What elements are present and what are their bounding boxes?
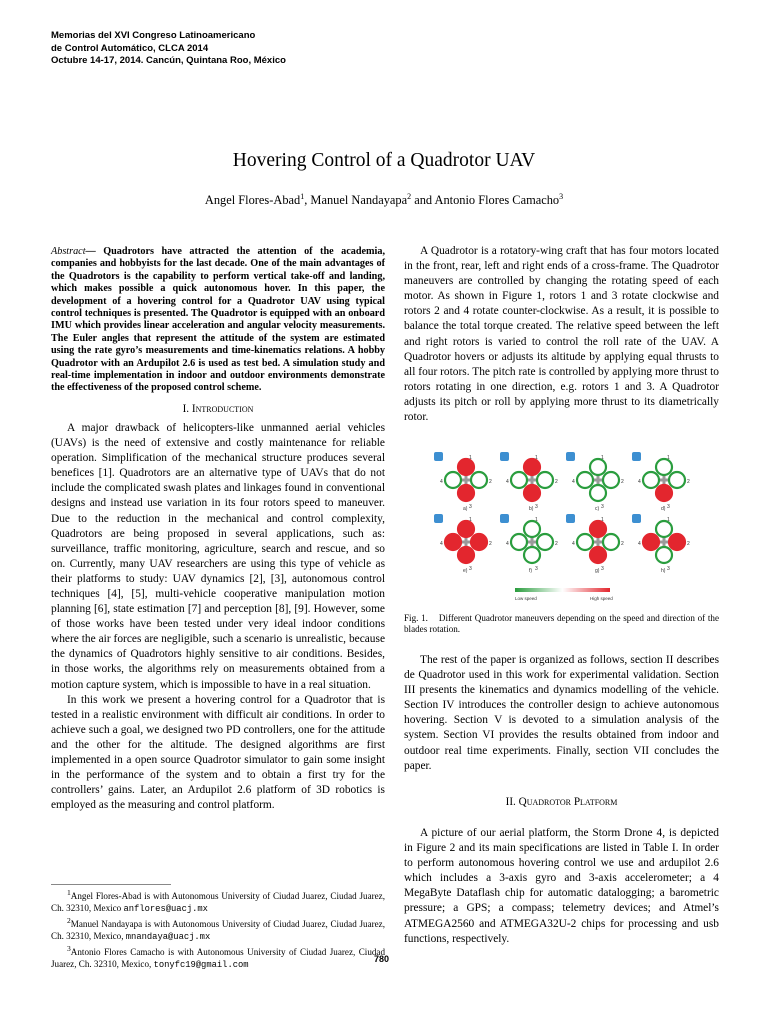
rotor-1: [458, 459, 474, 475]
rotor-number-label: 4: [638, 479, 641, 485]
rotor-number-label: 1: [535, 517, 538, 523]
author-1-affil: 1: [300, 192, 305, 201]
conference-header: [51, 30, 286, 68]
rotor-3: [524, 485, 540, 501]
abstract-text: — Quadrotors have attracted the attention of the academia, companies and hobbyists for the last decade. One of the main advantages of the Quadrotors is the capability to perform vertical take-off and landing, which makes possible a quick autonomous hover. In this paper, the development of a hovering control for a Quadrotor UAV using typical control techniques is presented. The Quadrotor is equipped with an onboard IMU which provides linear acceleration and angular velocity measurements. The Euler angles that represent the attitude of the system are estimated using the rate gyro’s measurements and time-kinematics relations. A hobby Quadrotor with an Ardupilot 2.6 is used as test bed. A simulation study and real-time implementation in indoor and outdoor environments demonstrate the effectiveness of the proposed control scheme.: [51, 246, 385, 394]
author-1: Angel Flores-Abad: [204, 193, 301, 208]
legend-high-speed: High speed: [590, 596, 613, 601]
footnote-2-text: Manuel Nandayapa is with Autonomous University of Ciudad Juarez, Ciudad Juarez, Ch. 32310, Mexico,: [51, 919, 385, 941]
footnote-1: [51, 887, 385, 915]
right-paragraph-1: A Quadrotor is a rotatory-wing craft that has four motors located in the front, rear, left and right ends of a cross-frame. The Quadrotor maneuvers are controlled by changing the rotating speed of each motor. As shown in Figure 1, rotors 1 and 3 rotate clockwise and rotors 2 and 4 rotate counter-clockwise. As a result, it is possible to balance the total torque created. The relative speed between the left and right rotors is varied to control the roll rate of the UAV. A Quadrotor hovers or adjusts its altitude by applying equal thrusts to all four rotors. The pitch rate is controlled by applying more thrust to rotors rotating in one direction, e.g. rotors 1 and 3. A Quadrotor adjusts its pitch or roll by applying more thrust to its diametrically rotor.: [404, 245, 719, 424]
rotor-number-label: 1: [601, 455, 604, 461]
rotor-1: [458, 521, 474, 537]
rotor-number-label: 3: [469, 566, 472, 572]
panel-label: e): [463, 568, 468, 574]
figure-1-caption: [404, 613, 719, 636]
maneuver-indicator-icon: [632, 452, 641, 461]
author-list: [0, 192, 768, 208]
author-3: Antonio Flores Camacho: [434, 193, 560, 208]
panel-label: d): [661, 506, 666, 512]
legend-low-speed: Low speed: [515, 596, 537, 601]
rotor-number-label: 4: [572, 479, 575, 485]
header-line-3: Octubre 14-17, 2014. Cancún, Quintana Roo, México: [51, 55, 286, 66]
rotor-2: [603, 472, 619, 488]
rotor-number-label: 4: [506, 479, 509, 485]
rotor-number-label: 3: [667, 566, 670, 572]
author-sep-1: ,: [304, 193, 311, 208]
section-1-title: Introduction: [191, 402, 254, 415]
rotor-number-label: 2: [687, 541, 690, 547]
author-2: Manuel Nandayapa: [310, 193, 408, 208]
abstract: [51, 246, 385, 395]
rotor-1: [656, 521, 672, 537]
footnote-3-email: tonyfc19@gmail.com: [153, 960, 249, 971]
rotor-2: [669, 472, 685, 488]
rotor-number-label: 3: [667, 504, 670, 510]
maneuver-indicator-icon: [566, 514, 575, 523]
rotor-number-label: 2: [489, 479, 492, 485]
rotor-number-label: 2: [555, 479, 558, 485]
rotor-3: [656, 547, 672, 563]
rotor-number-label: 1: [469, 455, 472, 461]
rotor-number-label: 1: [601, 517, 604, 523]
figure-1-caption-text: Different Quadrotor maneuvers depending on the speed and direction of the blades rotation.: [404, 613, 719, 635]
rotor-number-label: 4: [506, 541, 509, 547]
header-line-1: Memorias del XVI Congreso Latinoamericano: [51, 30, 256, 41]
rotor-number-label: 3: [469, 504, 472, 510]
maneuver-indicator-icon: [434, 452, 443, 461]
rotor-2: [471, 472, 487, 488]
rotor-4: [445, 472, 461, 488]
abstract-label: Abstract: [51, 246, 86, 257]
rotor-2: [669, 534, 685, 550]
footnote-3-mark: 3: [67, 944, 71, 954]
section-1-heading: [51, 402, 385, 417]
rotor-number-label: 4: [638, 541, 641, 547]
rotor-4: [511, 534, 527, 550]
header-line-2: de Control Automático, CLCA 2014: [51, 42, 209, 54]
paper-title: Hovering Control of a Quadrotor UAV: [232, 150, 536, 171]
rotor-number-label: 2: [621, 541, 624, 547]
panel-label: h): [661, 568, 666, 574]
panel-label: c): [595, 506, 600, 512]
rotor-number-label: 4: [440, 479, 443, 485]
panel-label: b): [529, 506, 534, 512]
page-number: 780: [374, 954, 390, 964]
rotor-4: [511, 472, 527, 488]
left-column: [51, 246, 385, 813]
panel-label: a): [463, 506, 468, 512]
rotor-number-label: 1: [535, 455, 538, 461]
rotor-4: [643, 534, 659, 550]
intro-paragraph-1: A major drawback of helicopters-like unmanned aerial vehicles (UAVs) is the need of extensive and costly maintenance for reliable operation. Simplification of the mechanical structure produces several benefices [1]. Quadrotors are an alternative type of UAVs that do not include the complicated swash plates and linkages found in conventional designs and instead use variation in its four rotors speed to maneuver. Due to the reduction in the mechanical and control complexity, Quadrotors are being proposed in several applications, such as: surveillance, traffic monitoring, agriculture, search and rescue, and so on. Currently, many UAV researchers are using this type of vehicle as their platforms to study: UAV dynamics [2], [3], autonomous control techniques [4], [5], multi-vehicle cooperative manipulation motion planning [6], state estimation [7] and perception [8], [9]. However, some of those works have been tested under very ideal indoor conditions where the air forces are negligible, such a scenario is unrealistic, because the dynamics of Quadrotors highly sensitive to air conditions. Besides, in those works, the algorithms rely on measurements obtained from a motion capture system, which is impossible to have in a real situation.: [51, 421, 385, 691]
rotor-number-label: 3: [535, 566, 538, 572]
maneuver-indicator-icon: [632, 514, 641, 523]
rotor-number-label: 4: [440, 541, 443, 547]
rotor-2: [537, 472, 553, 488]
rotor-4: [445, 534, 461, 550]
footnote-3: [51, 943, 385, 971]
footnote-rule: [51, 884, 171, 885]
rotor-3: [590, 485, 606, 501]
rotor-number-label: 3: [601, 504, 604, 510]
rotor-4: [577, 534, 593, 550]
rotor-number-label: 2: [555, 541, 558, 547]
rotor-3: [458, 547, 474, 563]
rotor-number-label: 2: [687, 479, 690, 485]
rotor-2: [603, 534, 619, 550]
rotor-2: [471, 534, 487, 550]
author-sep-2: and: [411, 193, 435, 208]
panel-label: g): [595, 568, 600, 574]
maneuver-indicator-icon: [434, 514, 443, 523]
rotor-4: [643, 472, 659, 488]
right-paragraph-2: The rest of the paper is organized as follows, section II describes de Quadrotor used in this work for experimental validation. Section III presents the kinematics and dynamics modelling of the vehicle. Section IV introduces the controller design to achieve autonomous hovering. Section V is devoted to a simulation analysis of the system. Section VI provides the results obtained from indoor and outdoor real time experiments. Finally, section VII concludes the paper.: [404, 654, 719, 772]
rotor-number-label: 2: [621, 479, 624, 485]
rotor-number-label: 2: [489, 541, 492, 547]
rotor-number-label: 4: [572, 541, 575, 547]
section-2-heading: [404, 796, 719, 808]
footnote-1-text: Angel Flores-Abad is with Autonomous University of Ciudad Juarez, Ciudad Juarez, Ch. 32310, Mexico: [51, 891, 385, 913]
footnote-1-email: anflores@uacj.mx: [123, 903, 208, 914]
rotor-3: [590, 547, 606, 563]
rotor-3: [656, 485, 672, 501]
rotor-1: [524, 521, 540, 537]
quadrotor-maneuvers-figure: [430, 448, 695, 608]
right-column-top: [404, 244, 719, 425]
speed-legend-bar: [515, 588, 610, 592]
rotor-number-label: 1: [667, 517, 670, 523]
rotor-number-label: 3: [535, 504, 538, 510]
right-column-bottom: [404, 826, 719, 947]
rotor-number-label: 3: [601, 566, 604, 572]
section-2-paragraph-1: A picture of our aerial platform, the Storm Drone 4, is depicted in Figure 2 and its main specifications are listed in Table I. In order to perform autonomous hovering control we use and ardupilot 2.6 which includes a 3-axis gyro and 3-axis accelerometer; a 4 MegaByte Dataflash chip for automatic datalogging; a barometric pressure; a GPS; a compass; telemetry devices; and Atmel’s ATMEGA2560 and ATMEGA32U-2 chips for processing and usb functions, respectively.: [404, 827, 719, 945]
section-1-number: I.: [182, 402, 190, 415]
author-2-affil: 2: [407, 192, 412, 201]
right-column-middle: [404, 653, 719, 774]
maneuver-indicator-icon: [500, 452, 509, 461]
footnote-3-text: Antonio Flores Camacho is with Autonomous University of Ciudad Juarez, Ciudad Juarez, Ch. 32310, Mexico,: [51, 947, 385, 970]
rotor-1: [590, 521, 606, 537]
rotor-1: [656, 459, 672, 475]
intro-paragraph-2: In this work we present a hovering control for a Quadrotor that is tested in a realistic environment with difficult air conditions. In order to achieve such a goal, we designed two PD controllers, one for the attitude and the other for the altitude. The designed algorithms are first implemented in a open source Quadrotor simulator to gain some insight in the performance of the system and to obtain a first try for the controllers’ gains. Later, an Ardupilot 2.6 platform of 3D robotics is employed as the measuring and control platform.: [51, 693, 385, 812]
footnote-1-mark: 1: [67, 888, 71, 897]
maneuver-indicator-icon: [566, 452, 575, 461]
rotor-2: [537, 534, 553, 550]
rotor-number-label: 1: [667, 455, 670, 461]
rotor-4: [577, 472, 593, 488]
footnote-2-mark: 2: [67, 916, 71, 926]
figure-1-caption-label: Fig. 1.: [404, 613, 428, 623]
rotor-3: [524, 547, 540, 563]
footnote-2: [51, 915, 385, 943]
maneuver-indicator-icon: [500, 514, 509, 523]
rotor-3: [458, 485, 474, 501]
section-2-title: Quadrotor Platform: [518, 796, 618, 808]
footnotes: [51, 884, 385, 972]
rotor-1: [590, 459, 606, 475]
author-3-affil: 3: [559, 192, 564, 201]
footnote-2-email: mnandaya@uacj.mx: [125, 931, 211, 942]
rotor-1: [524, 459, 540, 475]
panel-label: f): [529, 568, 533, 574]
rotor-number-label: 1: [469, 517, 472, 523]
section-2-number: II.: [505, 796, 516, 808]
